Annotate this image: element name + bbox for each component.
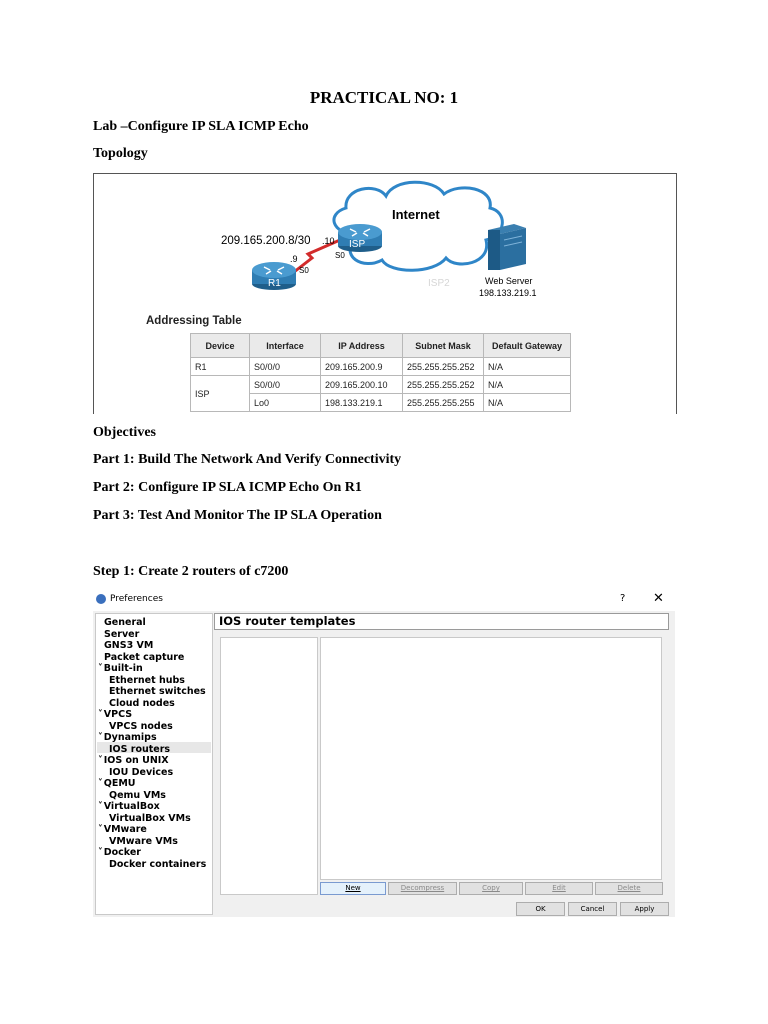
- table-header-row: [191, 334, 571, 358]
- tree-item-iou-devices[interactable]: [109, 767, 173, 778]
- panel-title: IOS router templates: [219, 614, 356, 628]
- r1-ip-suffix: .9: [290, 254, 298, 264]
- table-cell: Lo0: [250, 394, 321, 412]
- r1-label: R1: [268, 278, 281, 289]
- tree-item-gns3-vm[interactable]: [104, 640, 153, 651]
- chevron-down-icon[interactable]: ˅: [98, 755, 103, 766]
- lab-heading: Lab –Configure IP SLA ICMP Echo: [93, 119, 309, 134]
- tree-item-docker[interactable]: [98, 847, 141, 858]
- table-cell: S0/0/0: [250, 358, 321, 376]
- table-cell: S0/0/0: [250, 376, 321, 394]
- tree-item-label: Docker containers: [109, 858, 207, 870]
- part3-heading: Part 3: Test And Monitor The IP SLA Operation: [93, 508, 382, 523]
- chevron-down-icon[interactable]: ˅: [98, 663, 103, 674]
- part1-heading: Part 1: Build The Network And Verify Connectivity: [93, 452, 402, 467]
- table-cell: 255.255.255.255: [403, 394, 484, 412]
- decompress-button[interactable]: Decompress: [388, 882, 457, 895]
- tree-item-docker-containers[interactable]: [109, 859, 206, 870]
- tree-item-ios-on-unix[interactable]: [98, 755, 169, 766]
- tree-item-label: Dynamips: [103, 732, 157, 743]
- topology-heading: Topology: [93, 146, 148, 161]
- tree-item-qemu[interactable]: [98, 778, 135, 789]
- tree-item-ethernet-hubs[interactable]: [109, 675, 185, 686]
- tree-item-virtualbox[interactable]: [98, 801, 160, 812]
- preferences-tree[interactable]: [95, 613, 213, 915]
- chevron-down-icon[interactable]: ˅: [98, 778, 103, 789]
- delete-button[interactable]: Delete: [595, 882, 663, 895]
- tree-item-vmware-vms[interactable]: [109, 836, 178, 847]
- table-cell: 255.255.255.252: [403, 358, 484, 376]
- col-header-interface: Interface: [250, 334, 321, 358]
- tree-item-label: IOS routers: [109, 743, 171, 755]
- addressing-table-title: Addressing Table: [146, 315, 242, 327]
- col-header-ip-address: IP Address: [321, 334, 403, 358]
- tree-item-label: IOU Devices: [109, 766, 174, 778]
- new-button[interactable]: New: [320, 882, 386, 895]
- server-name: Web Server: [485, 276, 533, 286]
- chevron-down-icon[interactable]: ˅: [98, 709, 103, 720]
- tree-item-dynamips[interactable]: [98, 732, 157, 743]
- tree-item-label: Packet capture: [104, 651, 185, 663]
- web-server-icon: [488, 224, 526, 270]
- isp-label: ISP: [349, 239, 366, 250]
- tree-item-label: VPCS nodes: [109, 720, 173, 732]
- tree-item-ethernet-switches[interactable]: [109, 686, 206, 697]
- template-list[interactable]: [220, 637, 318, 895]
- col-header-subnet-mask: Subnet Mask: [403, 334, 484, 358]
- tree-item-vpcs[interactable]: [98, 709, 132, 720]
- chevron-down-icon[interactable]: ˅: [98, 732, 103, 743]
- template-details: [320, 637, 662, 880]
- app-icon: [96, 594, 106, 604]
- tree-item-label: QEMU: [103, 778, 136, 789]
- addressing-table: [190, 333, 571, 412]
- table-cell: N/A: [484, 394, 571, 412]
- tree-item-label: IOS on UNIX: [103, 755, 169, 766]
- tree-item-label: Cloud nodes: [109, 697, 175, 709]
- step1-heading: Step 1: Create 2 routers of c7200: [93, 564, 289, 579]
- tree-item-label: VPCS: [103, 709, 133, 720]
- tree-item-label: Ethernet switches: [109, 686, 206, 697]
- isp-interface-label: S0: [335, 251, 345, 260]
- tree-item-label: Docker: [103, 847, 141, 858]
- tree-item-label: VMware: [103, 824, 147, 835]
- table-cell: 198.133.219.1: [321, 394, 403, 412]
- cancel-button[interactable]: Cancel: [568, 902, 617, 916]
- tree-item-general[interactable]: [104, 617, 146, 628]
- tree-item-server[interactable]: [104, 629, 139, 640]
- close-icon[interactable]: ✕: [653, 591, 664, 606]
- table-cell: R1: [191, 358, 250, 376]
- help-button[interactable]: ?: [620, 593, 626, 604]
- tree-item-label: Built-in: [103, 663, 143, 674]
- panel-header: [214, 613, 669, 630]
- isp-ip-suffix: .10: [322, 236, 335, 246]
- tree-item-label: VirtualBox VMs: [109, 812, 191, 824]
- tree-item-label: Ethernet hubs: [109, 674, 185, 686]
- tree-item-ios-routers[interactable]: [109, 744, 170, 755]
- table-cell: 209.165.200.9: [321, 358, 403, 376]
- page-title: PRACTICAL NO: 1: [309, 88, 459, 107]
- objectives-heading: Objectives: [93, 425, 156, 440]
- cloud-label: Internet: [392, 207, 440, 222]
- table-cell: 255.255.255.252: [403, 376, 484, 394]
- col-header-default-gateway: Default Gateway: [484, 334, 571, 358]
- tree-item-label: Server: [104, 628, 140, 640]
- copy-button[interactable]: Copy: [459, 882, 523, 895]
- table-row: [191, 376, 571, 394]
- chevron-down-icon[interactable]: ˅: [98, 824, 103, 835]
- r1-interface-label: S0: [299, 266, 309, 275]
- dialog-title: Preferences: [110, 594, 163, 604]
- table-row: [191, 358, 571, 376]
- table-cell: N/A: [484, 376, 571, 394]
- chevron-down-icon[interactable]: ˅: [98, 847, 103, 858]
- tree-item-vmware[interactable]: [98, 824, 147, 835]
- dialog-titlebar: [93, 589, 675, 611]
- topology-figure: [93, 173, 677, 414]
- isp2-watermark: ISP2: [428, 278, 450, 289]
- tree-item-cloud-nodes[interactable]: [109, 698, 175, 709]
- col-header-device: Device: [191, 334, 250, 358]
- chevron-down-icon[interactable]: ˅: [98, 801, 103, 812]
- tree-item-label: VMware VMs: [109, 835, 178, 847]
- table-cell: N/A: [484, 358, 571, 376]
- tree-item-label: Qemu VMs: [109, 789, 166, 801]
- network-label: 209.165.200.8/30: [221, 235, 311, 247]
- tree-item-vpcs-nodes[interactable]: [109, 721, 173, 732]
- table-cell: 209.165.200.10: [321, 376, 403, 394]
- tree-item-label: VirtualBox: [103, 801, 160, 812]
- edit-button[interactable]: Edit: [525, 882, 593, 895]
- tree-item-packet-capture[interactable]: [104, 652, 184, 663]
- ok-button[interactable]: OK: [516, 902, 565, 916]
- tree-item-label: GNS3 VM: [104, 640, 154, 651]
- tree-item-label: General: [104, 617, 146, 628]
- tree-item-qemu-vms[interactable]: [109, 790, 166, 801]
- part2-heading: Part 2: Configure IP SLA ICMP Echo On R1: [93, 480, 362, 495]
- apply-button[interactable]: Apply: [620, 902, 669, 916]
- server-ip: 198.133.219.1: [479, 288, 537, 298]
- preferences-dialog: [93, 589, 675, 917]
- tree-item-built-in[interactable]: [98, 663, 143, 674]
- tree-item-virtualbox-vms[interactable]: [109, 813, 191, 824]
- table-cell: ISP: [191, 376, 250, 412]
